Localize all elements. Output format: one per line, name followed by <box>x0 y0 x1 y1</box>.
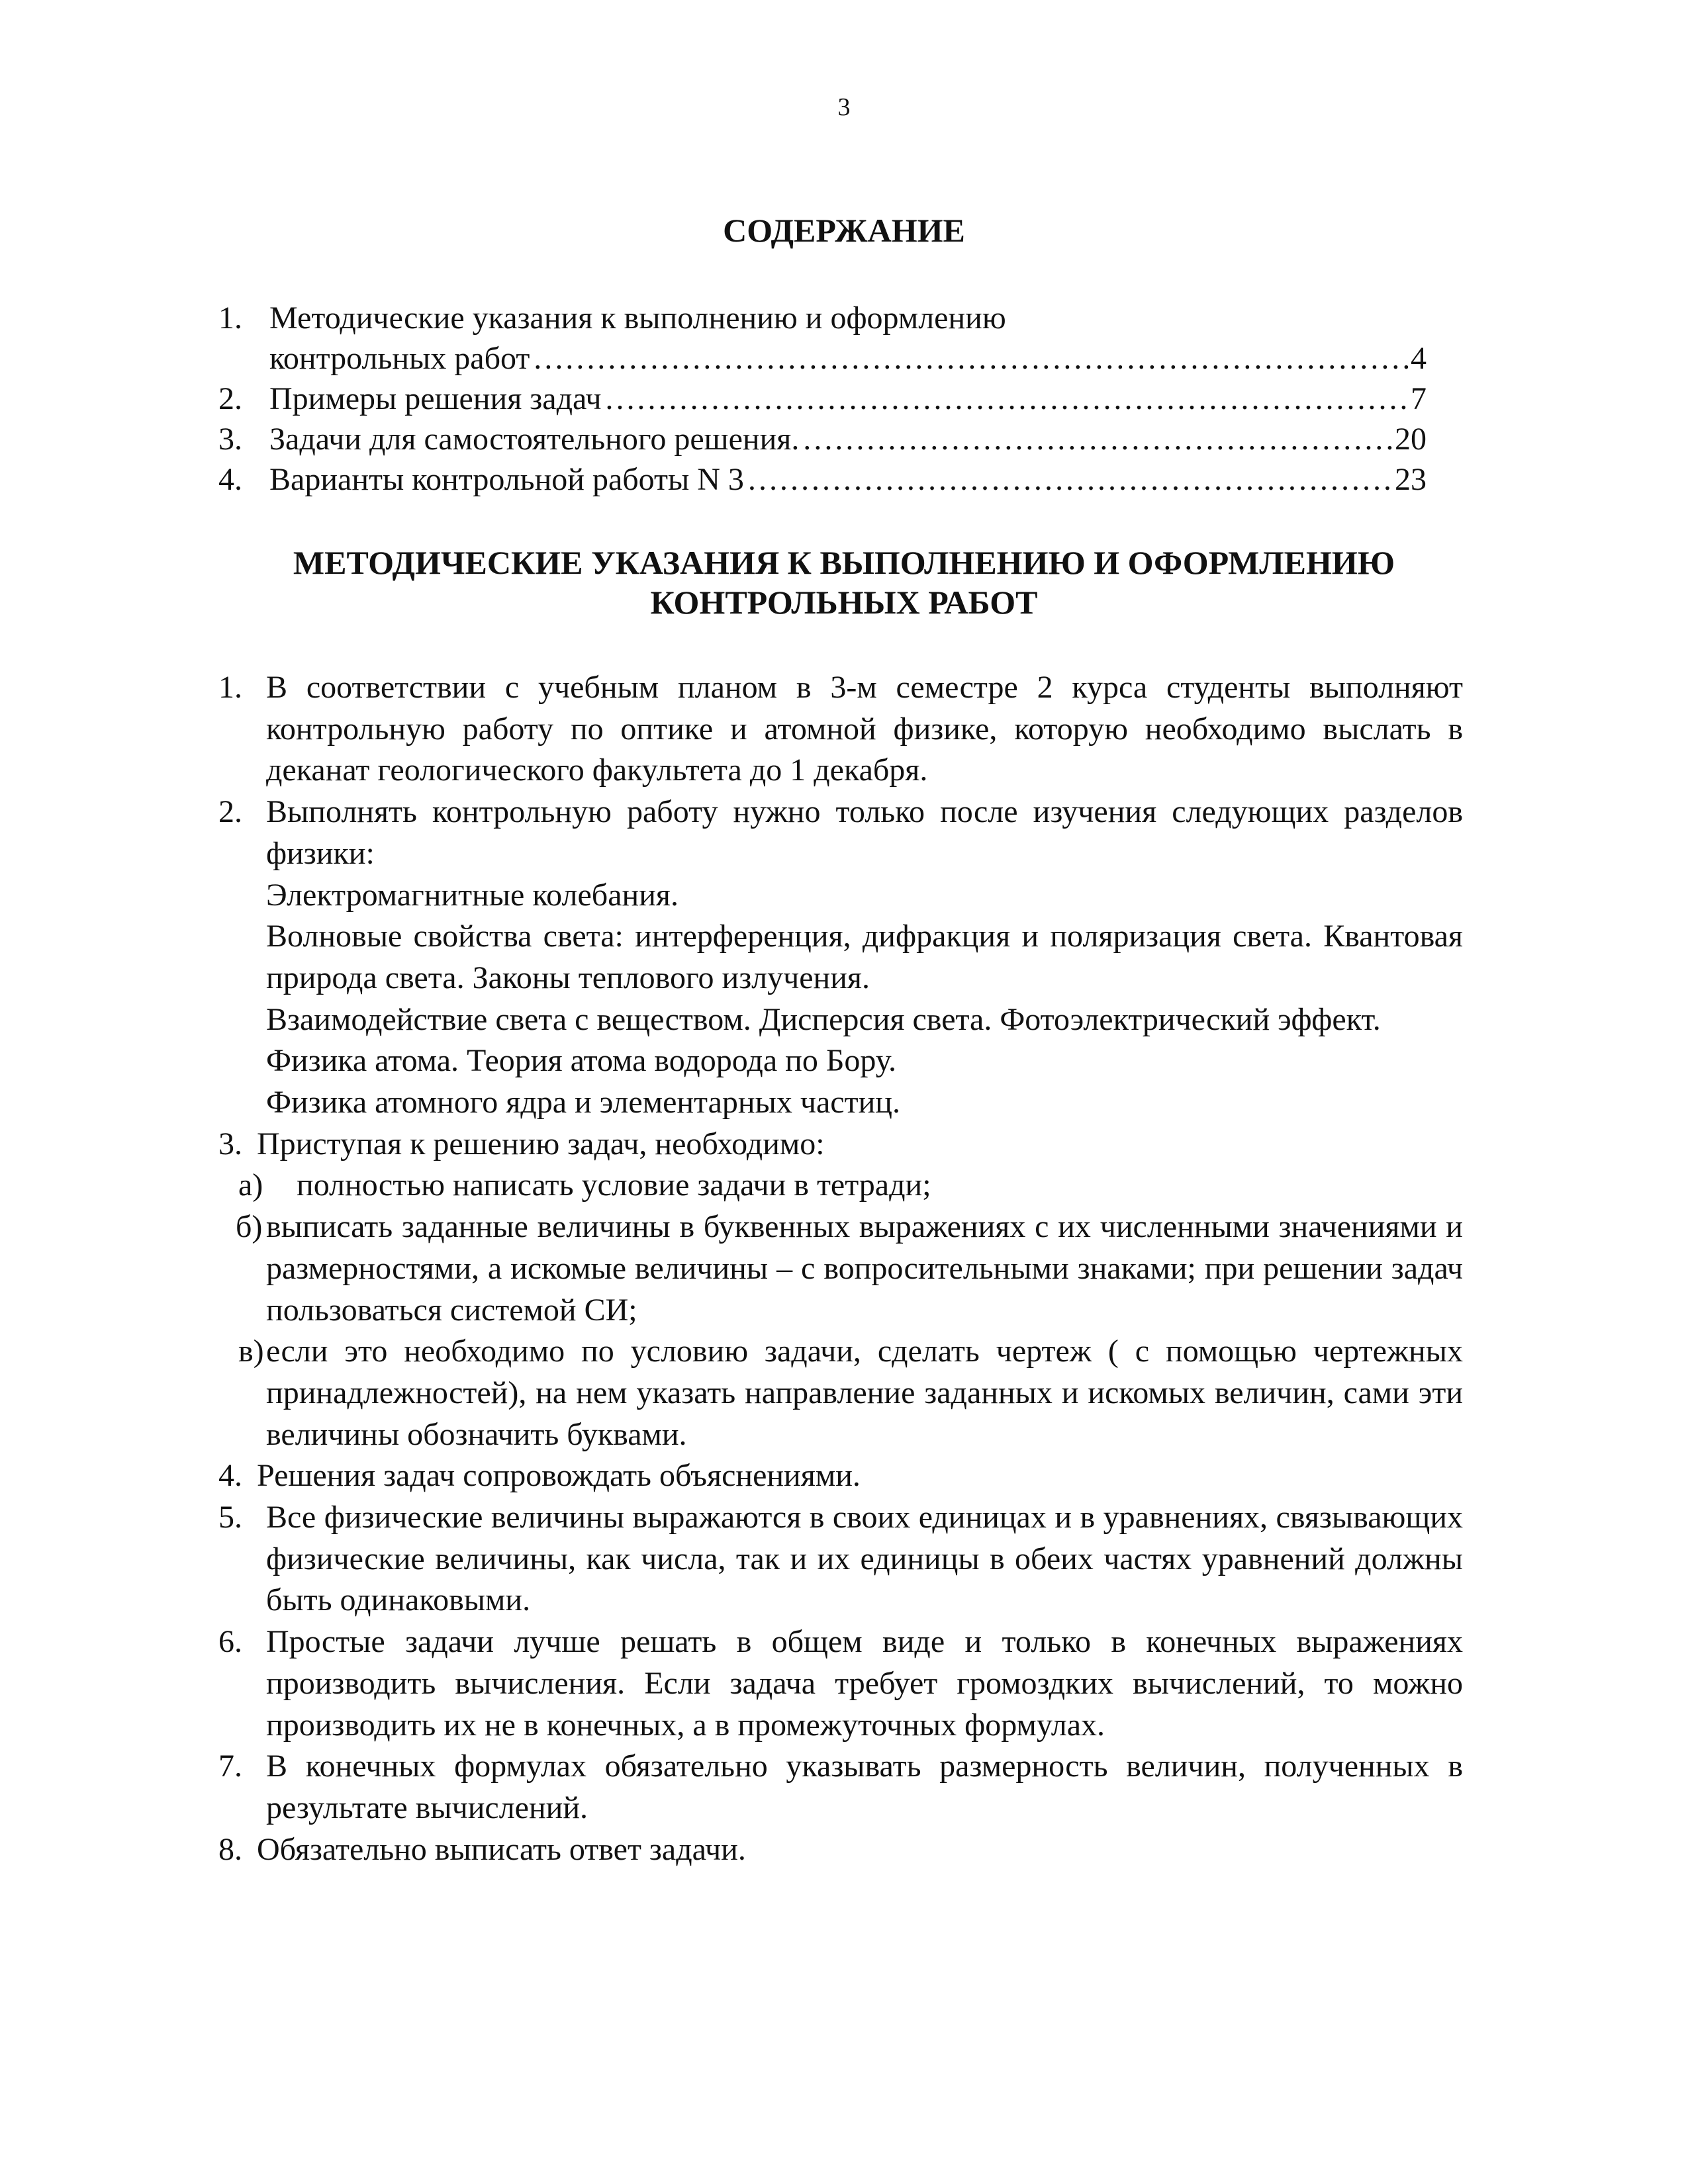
list-item-text: Все физические величины выражаются в своих единицах и в уравнениях, связывающих физические величины, как числа, так и их единицы в обеих частях уравнений должны быть одинаковыми. <box>266 1500 1463 1618</box>
section-title-line: МЕТОДИЧЕСКИЕ УКАЗАНИЯ К ВЫПОЛНЕНИЮ И ОФОРМЛЕНИЮ <box>293 544 1395 581</box>
toc-item-label: Варианты контрольной работы N 3 <box>269 462 744 497</box>
list-item-text: Приступая к решению задач, необходимо: <box>257 1126 825 1161</box>
instructions-list <box>218 667 1463 1870</box>
list-item-number: 6. <box>218 1624 242 1660</box>
list-item <box>218 792 1463 1124</box>
toc-item[interactable] <box>218 298 1427 379</box>
toc-leader-dots <box>747 459 1392 500</box>
sub-item-text: полностью написать условие задачи в тетради; <box>297 1167 931 1203</box>
list-item-number: 7. <box>218 1749 242 1784</box>
page-number: 3 <box>837 93 851 121</box>
list-item-number: 3. <box>218 1126 242 1161</box>
toc-item-number: 3. <box>218 422 242 457</box>
list-item-number: 5. <box>218 1500 242 1535</box>
toc-item[interactable] <box>218 419 1427 459</box>
table-of-contents <box>218 298 1427 500</box>
toc-item-page: 20 <box>1395 422 1427 457</box>
sub-item <box>218 1331 1463 1455</box>
toc-item-number: 4. <box>218 462 242 497</box>
toc-item-label: контрольных работ <box>269 341 530 376</box>
toc-item-page: 7 <box>1411 381 1427 416</box>
toc-title: СОДЕРЖАНИЕ <box>723 212 965 249</box>
section-title-line: КОНТРОЛЬНЫХ РАБОТ <box>650 584 1038 621</box>
toc-item-page: 4 <box>1411 341 1427 376</box>
list-item-text: Обязательно выписать ответ задачи. <box>257 1831 746 1867</box>
list-item <box>218 1124 1463 1165</box>
list-item <box>218 1497 1463 1621</box>
list-item-text: Решения задач сопровождать объяснениями. <box>257 1458 861 1494</box>
section-title <box>0 543 1688 622</box>
toc-item-number: 1. <box>218 300 242 336</box>
sub-item-label: а) <box>238 1167 263 1203</box>
list-item <box>218 1746 1463 1829</box>
topic-line: Взаимодействие света с веществом. Дисперсия света. Фотоэлектрический эффект. <box>266 1001 1381 1037</box>
sub-item-label: б) <box>236 1209 263 1245</box>
list-item <box>218 1455 1463 1497</box>
list-item-text: Выполнять контрольную работу нужно только после изучения следующих разделов физики: <box>266 794 1463 871</box>
topic-line: Электромагнитные колебания. <box>266 877 679 913</box>
toc-item[interactable] <box>218 459 1427 500</box>
topic-line: Волновые свойства света: интерференция, дифракция и поляризация света. Квантовая природа света. Законы теплового излучения. <box>266 919 1463 995</box>
list-item <box>218 1829 1463 1871</box>
list-item-number: 4. <box>218 1458 242 1494</box>
topic-line: Физика атома. Теория атома водорода по Бору. <box>266 1043 896 1079</box>
sub-item-text: выписать заданные величины в буквенных выражениях с их численными значениями и размерностями, а искомые величины – с вопросительными знаками; при решении задач пользоваться системой СИ; <box>266 1209 1463 1328</box>
list-item-number: 8. <box>218 1831 242 1867</box>
list-item-text: В соответствии с учебным планом в 3-м семестре 2 курса студенты выполняют контрольную работу по оптике и атомной физике, которую необходимо выслать в деканат геологического факультета до 1 декабря. <box>266 670 1463 788</box>
toc-leader-dots <box>604 379 1408 419</box>
list-item <box>218 667 1463 792</box>
sub-item <box>218 1206 1463 1331</box>
sub-item <box>218 1165 1463 1206</box>
topic-line: Физика атомного ядра и элементарных частиц. <box>266 1085 900 1120</box>
sub-item-label: в) <box>238 1334 264 1369</box>
toc-item-line: Методические указания к выполнению и оформлению <box>269 300 1006 336</box>
list-item-text: В конечных формулах обязательно указывать размерность величин, полученных в результате вычислений. <box>266 1749 1463 1825</box>
toc-item[interactable] <box>218 379 1427 419</box>
list-item-number: 1. <box>218 670 242 705</box>
toc-leader-dots <box>532 338 1408 379</box>
toc-item-label: Примеры решения задач <box>269 381 602 416</box>
toc-item-page: 23 <box>1395 462 1427 497</box>
list-item <box>218 1621 1463 1746</box>
list-item-number: 2. <box>218 794 242 830</box>
list-item-text: Простые задачи лучше решать в общем виде и только в конечных выражениях производить вычисления. Если задача требует громоздких вычислений, то можно производить их не в конечных, а в промежуточных формулах. <box>266 1624 1463 1743</box>
toc-item-label: Задачи для самостоятельного решения. <box>269 422 800 457</box>
toc-leader-dots <box>802 419 1392 459</box>
toc-item-number: 2. <box>218 381 242 416</box>
sub-item-text: если это необходимо по условию задачи, сделать чертеж ( с помощью чертежных принадлежностей), на нем указать направление заданных и искомых величин, сами эти величины обозначить буквами. <box>266 1334 1463 1452</box>
